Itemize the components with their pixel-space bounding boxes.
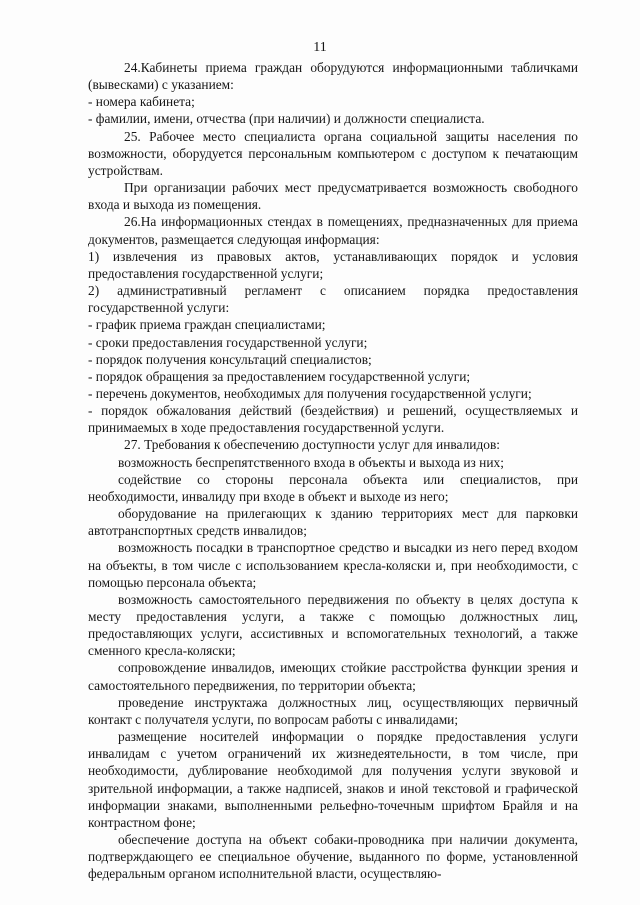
paragraph: 1) извлечения из правовых актов, устанавливающих порядок и условия предоставления государственной услуги;	[88, 248, 578, 281]
paragraph: 27. Требования к обеспечению доступности услуг для инвалидов:	[124, 437, 500, 453]
paragraph: - порядок получения консультаций специалистов;	[88, 351, 372, 367]
paragraph: возможность беспрепятственного входа в объекты и выхода из них;	[118, 454, 504, 470]
paragraph: 24.Кабинеты приема граждан оборудуются информационными табличками (вывесками) с указанием:	[88, 60, 578, 93]
paragraph: 26.На информационных стендах в помещениях, предназначенных для приема документов, размещается следующая информация:	[88, 214, 578, 247]
paragraph: возможность посадки в транспортное средство и высадки из него перед входом на объекты, в том числе с использованием кресла-коляски и, при необходимости, с помощью персонала объекта;	[88, 540, 578, 590]
paragraph: - порядок обращения за предоставлением государственной услуги;	[88, 368, 471, 384]
paragraph: При организации рабочих мест предусматривается возможность свободного входа и выхода из помещения.	[88, 180, 578, 213]
paragraph: обеспечение доступа на объект собаки-проводника при наличии документа, подтверждающего ее специальное обучение, выданного по форме, установленной федеральным органом исполнительной власти, осуществляю-	[88, 832, 578, 882]
paragraph: - перечень документов, необходимых для получения государственной услуги;	[88, 385, 532, 401]
paragraph: размещение носителей информации о порядке предоставления услуги инвалидам с учетом ограничений их жизнедеятельности, в том числе, при необходимости, дублирование необходимой для получения услуги звуковой и зрительной информации, а также надписей, знаков и иной текстовой и графической информации знаками, выполненными рельефно-точечным шрифтом Брайля и на контрастном фоне;	[88, 729, 578, 830]
paragraph: - номера кабинета;	[88, 94, 195, 110]
paragraph: - фамилии, имени, отчества (при наличии) и должности специалиста.	[88, 111, 485, 127]
paragraph: оборудование на прилегающих к зданию территориях мест для парковки автотранспортных средств инвалидов;	[88, 506, 578, 539]
paragraph: содействие со стороны персонала объекта или специалистов, при необходимости, инвалиду при входе в объект и выходе из него;	[88, 471, 578, 504]
paragraph: - порядок обжалования действий (бездействия) и решений, осуществляемых и принимаемых в ходе предоставления государственной услуги.	[88, 403, 578, 436]
paragraph: 2) административный регламент с описанием порядка предоставления государственной услуги:	[88, 283, 578, 316]
paragraph: сопровождение инвалидов, имеющих стойкие расстройства функции зрения и самостоятельного передвижения, по территории объекта;	[88, 660, 578, 693]
paragraph: 25. Рабочее место специалиста органа социальной защиты населения по возможности, оборудуется персональным компьютером с доступом к печатающим устройствам.	[88, 128, 578, 178]
page-number: 11	[313, 40, 327, 55]
paragraph: - сроки предоставления государственной услуги;	[88, 334, 368, 350]
paragraph: - график приема граждан специалистами;	[88, 317, 326, 333]
document-body	[88, 59, 578, 883]
paragraph: проведение инструктажа должностных лиц, осуществляющих первичный контакт с получателя услуги, по вопросам работы с инвалидами;	[88, 694, 578, 727]
paragraph: возможность самостоятельного передвижения по объекту в целях доступа к месту предоставления услуги, а также с помощью должностных лиц, предоставляющих услуги, ассистивных и вспомогательных технологий, а также сменного кресла-коляски;	[88, 591, 578, 659]
